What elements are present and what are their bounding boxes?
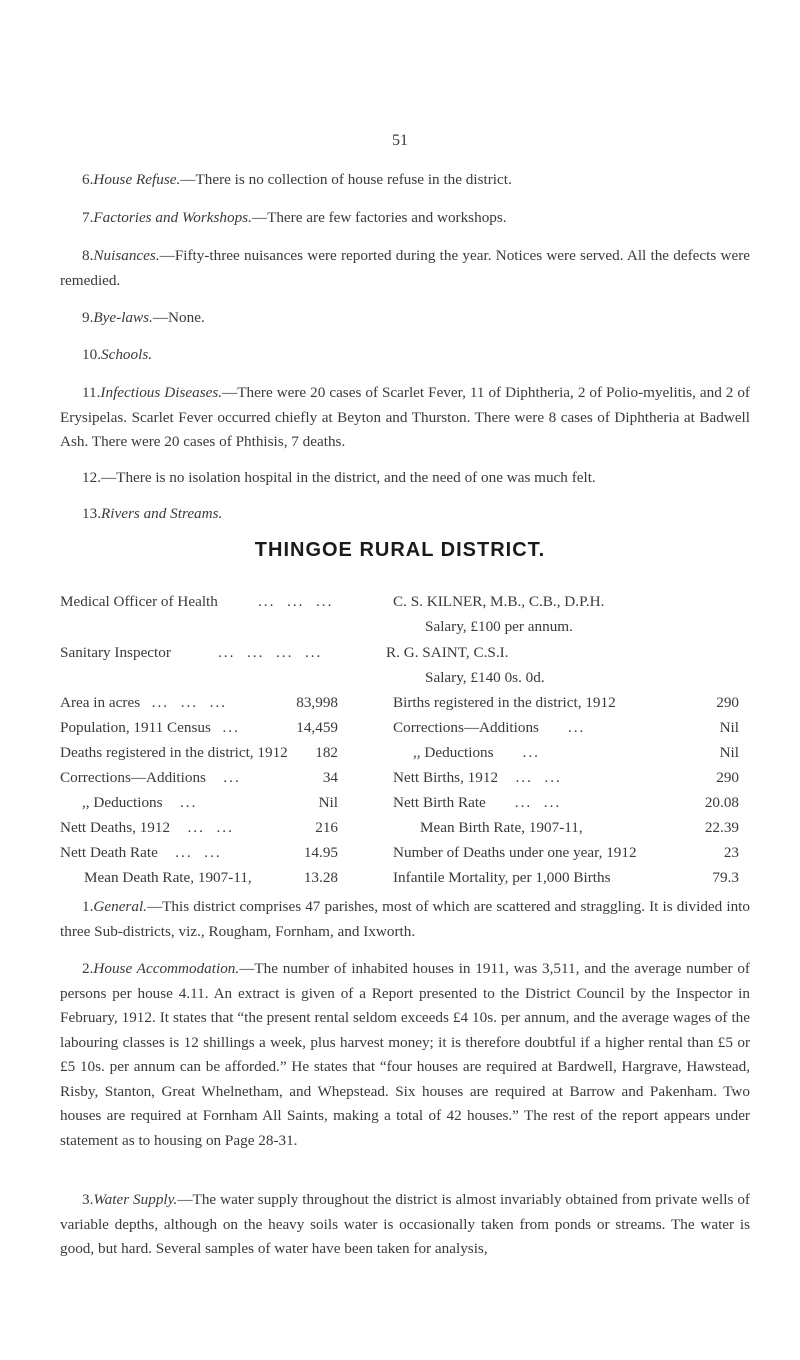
item-heading: House Accommodation. [93, 960, 240, 977]
item-text: —The water supply throughout the district is almost invariably obtained from private wells of variable depths, although on the heavy soils water is occasionally taken from ponds or streams. The water is good, but hard. Several samples of water have been taken for analysis, [60, 1191, 750, 1257]
item-number: 7. [82, 209, 94, 226]
item-infectious-diseases [60, 381, 750, 455]
leader-dots: ... ... ... [258, 593, 334, 610]
item-text: —There is no collection of house refuse in the district. [180, 171, 512, 188]
item-heading: Rivers and Streams. [100, 505, 223, 522]
stat-row: Mean Death Rate, 1907-11, 13.28 [84, 869, 338, 886]
item-heading: Water Supply. [93, 1191, 178, 1208]
moh-salary: Salary, £100 per annum. [425, 618, 573, 635]
item-heading: Schools. [100, 346, 153, 363]
item-general [60, 895, 750, 944]
si-label: Sanitary Inspector [60, 644, 171, 661]
item-number: 3. [82, 1191, 94, 1208]
item-factories [60, 206, 750, 231]
item-nuisances [60, 244, 750, 293]
item-number: 1. [82, 898, 94, 915]
item-text: —There are few factories and workshops. [251, 209, 507, 226]
item-heading: Nuisances. [93, 247, 160, 264]
district-title: THINGOE RURAL DISTRICT. [254, 539, 546, 561]
stat-row: Nett Birth Rate ... ... 20.08 [393, 794, 739, 811]
item-text: —There is no isolation hospital in the district, and the need of one was much felt. [100, 469, 596, 486]
stat-row: Deaths registered in the district, 1912 182 [60, 744, 338, 761]
item-text: —None. [152, 309, 205, 326]
stat-row: Nett Births, 1912 ... ... 290 [393, 769, 739, 786]
moh-label: Medical Officer of Health [60, 593, 218, 610]
stat-row: Corrections—Additions ... 34 [60, 769, 338, 786]
si-salary: Salary, £140 0s. 0d. [425, 669, 545, 686]
item-number: 8. [82, 247, 94, 264]
item-heading: Factories and Workshops. [93, 209, 252, 226]
item-water-supply [60, 1188, 750, 1262]
item-number: 10. [82, 346, 101, 363]
item-number: 9. [82, 309, 94, 326]
stat-row: Nett Deaths, 1912 ... ... 216 [60, 819, 338, 836]
item-house-refuse [60, 168, 750, 193]
item-text: —The number of inhabited houses in 1911, was 3,511, and the average number of persons per house 4.11. An extract is given of a Report presented to the District Council by the Inspector in February, 1912. It states that “the present rental seldom exceeds £4 10s. per annum, and the average wages of the labouring classes is 12 shillings a week, plus harvest money; it is therefore doubtful if a higher rental than £5 or £5 10s. per annum can be afforded.” He states that “four houses are required at Bardwell, Hargrave, Hawstead, Risby, Stanton, Great Whelnetham, and Whepstead. Six houses are required at Barrow and Pakenham. Two houses are required at Fornham All Saints, making a total of 42 houses.” The rest of the report appears under statement as to housing on Page 28-31. [60, 960, 750, 1149]
moh-name: C. S. KILNER, M.B., C.B., D.P.H. [393, 593, 605, 610]
stat-row: Infantile Mortality, per 1,000 Births 79.3 [393, 869, 739, 886]
item-number: 13. [82, 505, 101, 522]
stat-row: Area in acres ... ... ... 83,998 [60, 694, 338, 711]
stat-row: Nett Death Rate ... ... 14.95 [60, 844, 338, 861]
item-isolation-hospital [60, 466, 750, 491]
item-text: —Fifty-three nuisances were reported during the year. Notices were served. All the defects were remedied. [60, 247, 750, 289]
stat-row: ,, Deductions ... Nil [82, 794, 338, 811]
item-heading: General. [93, 898, 147, 915]
stat-row: Corrections—Additions ... Nil [393, 719, 739, 736]
item-text: —There were 20 cases of Scarlet Fever, 11 of Diphtheria, 2 of Polio-myelitis, and 2 of Erysipelas. Scarlet Fever occurred chiefly at Beyton and Thurston. There were 8 cases of Diphtheria at Badwell Ash. There were 20 cases of Phthisis, 7 deaths. [60, 384, 750, 450]
item-text: —This district comprises 47 parishes, most of which are scattered and straggling. It is divided into three Sub-districts, viz., Rougham, Fornham, and Ixworth. [60, 898, 750, 940]
item-heading: Bye-laws. [93, 309, 153, 326]
item-number: 6. [82, 171, 94, 188]
stat-row: Number of Deaths under one year, 1912 23 [393, 844, 739, 861]
stat-row: Population, 1911 Census ... 14,459 [60, 719, 338, 736]
item-number: 12. [82, 469, 101, 486]
item-number: 11. [82, 384, 101, 401]
stat-row: Mean Birth Rate, 1907-11, 22.39 [420, 819, 739, 836]
item-heading: House Refuse. [93, 171, 181, 188]
item-house-accommodation [60, 957, 750, 1153]
stat-row: Births registered in the district, 1912 290 [393, 694, 739, 711]
item-schools [60, 343, 750, 368]
page-number: 51 [392, 132, 408, 149]
item-bye-laws [60, 306, 750, 331]
item-rivers [60, 502, 750, 527]
leader-dots: ... ... ... ... [218, 644, 323, 661]
item-number: 2. [82, 960, 94, 977]
si-name: R. G. SAINT, C.S.I. [386, 644, 509, 661]
item-heading: Infectious Diseases. [100, 384, 223, 401]
stat-row: ,, Deductions ... Nil [413, 744, 739, 761]
